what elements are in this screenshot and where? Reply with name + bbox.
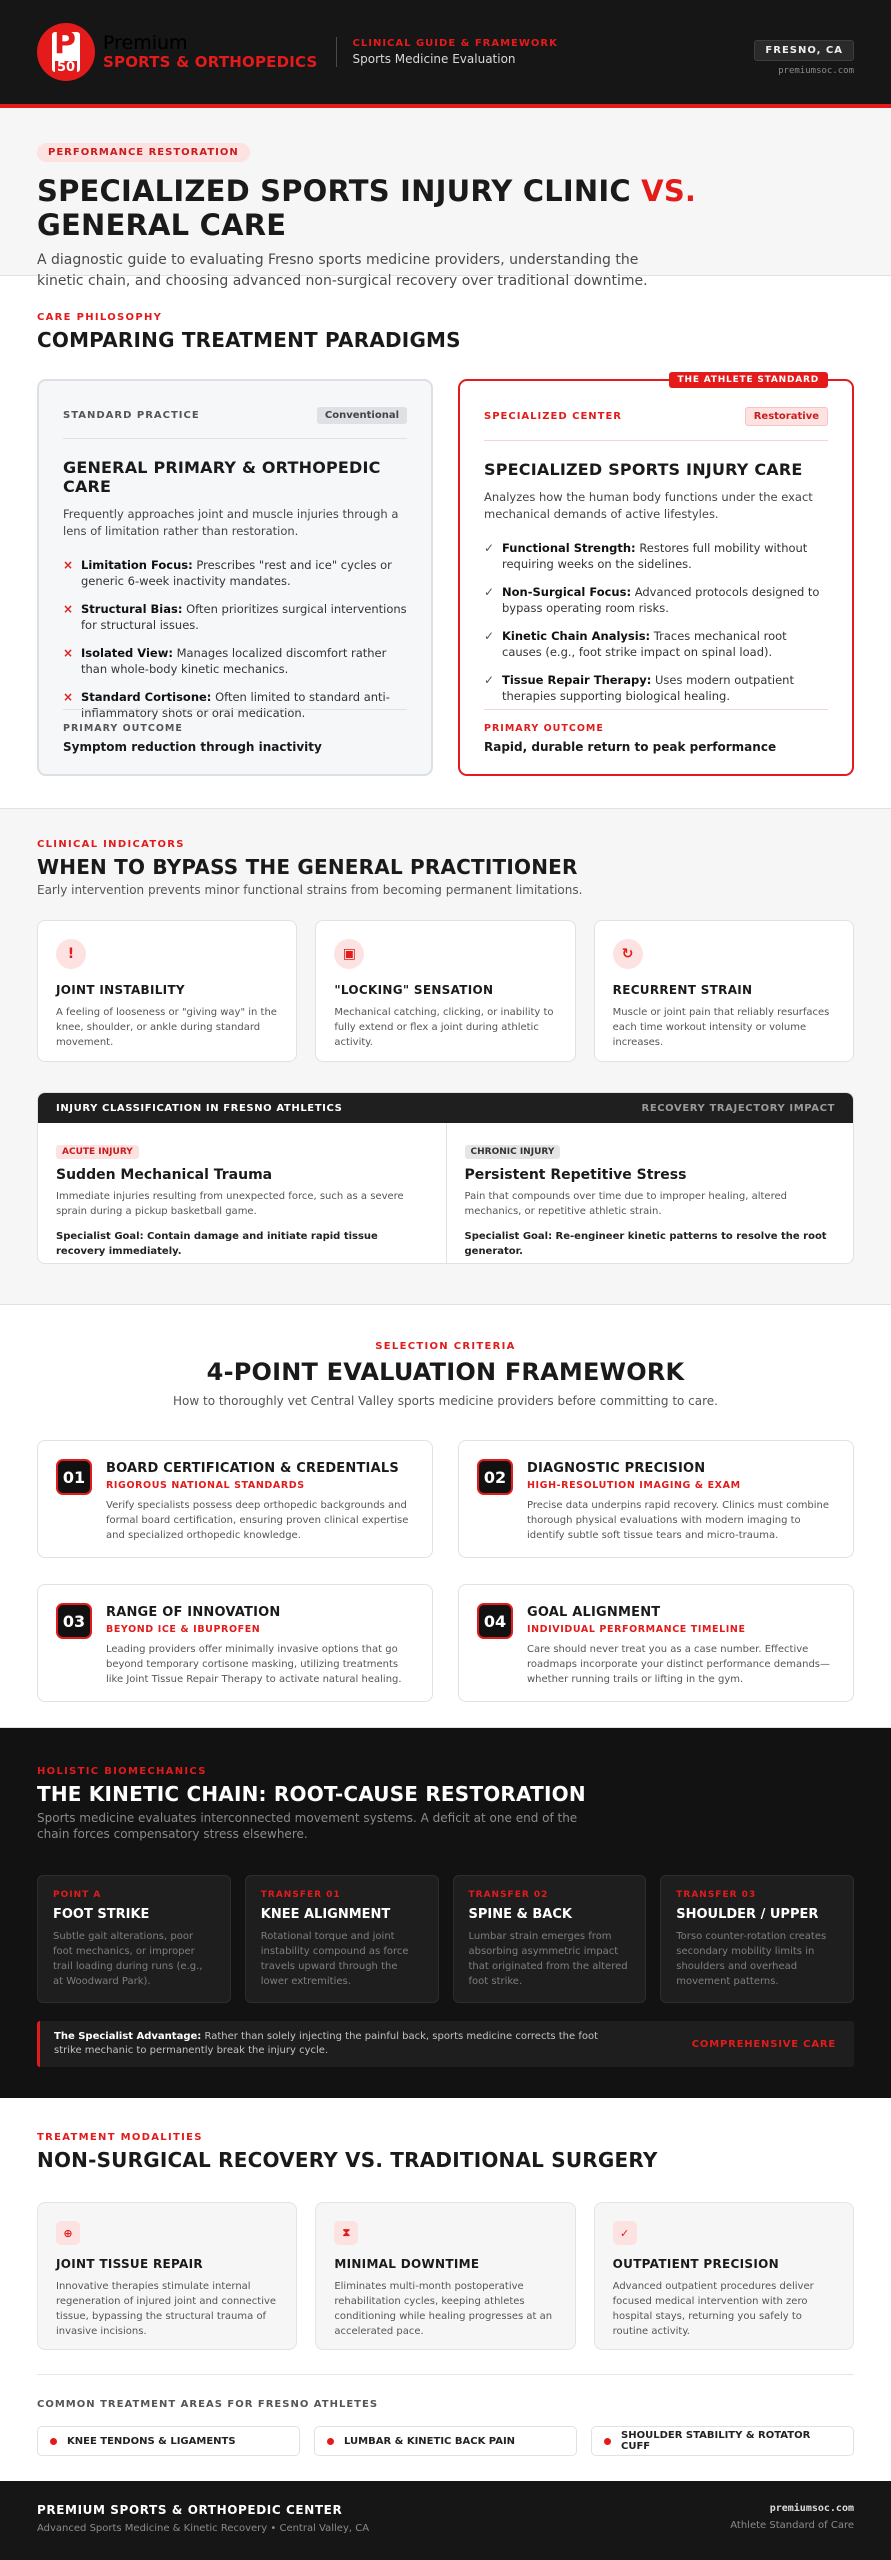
x-icon: × — [63, 690, 74, 704]
primary-outcome: PRIMARY OUTCOME Rapid, durable return to peak performance — [484, 709, 828, 754]
comparison-cards — [37, 375, 854, 776]
list-item: ✓ Non-Surgical Focus: Advanced protocols designed to bypass operating room risks. — [484, 585, 820, 615]
treatment-area-item[interactable]: SHOULDER STABILITY & ROTATOR CUFF — [591, 2426, 854, 2456]
logo-letter: P — [54, 26, 76, 61]
criterion-number: 03 — [56, 1603, 92, 1639]
criterion-number: 02 — [477, 1459, 513, 1495]
location-badge: FRESNO, CA — [754, 40, 854, 61]
header-subtitle: Sports Medicine Evaluation — [352, 52, 516, 66]
indicator-card: ↻ RECURRENT STRAIN Muscle or joint pain that reliably resurfaces each time workout intensity or volume increases. — [594, 920, 854, 1062]
hero-title-vs: VS. — [641, 174, 697, 208]
chain-step: POINT A FOOT STRIKE Subtle gait alterations, poor foot mechanics, or improper trail loading during runs (e.g., at Woodward Park). — [37, 1875, 231, 2003]
kinetic-chain-section — [0, 1728, 891, 2098]
card-divider — [63, 438, 407, 439]
indicator-card: ! JOINT INSTABILITY A feeling of looseness or "giving way" in the knee, shoulder, or ankle during standard movement. — [37, 920, 297, 1062]
card-title: GENERAL PRIMARY & ORTHOPEDIC CARE — [63, 458, 381, 496]
list-item: ✓ Kinetic Chain Analysis: Traces mechanical root causes (e.g., foot strike impact on spinal load). — [484, 629, 787, 659]
hourglass-icon: ⧗ — [334, 2221, 358, 2245]
chronic-injury-column: CHRONIC INJURY Persistent Repetitive Stress Pain that compounds over time due to improper healing, altered mechanics, or repetitive athletic strain. Specialist Goal: Re-engineer kinetic patterns to resolve the root generator. — [446, 1123, 854, 1263]
check-icon: ✓ — [484, 585, 495, 599]
footer-site-link[interactable]: premiumsoc.com — [769, 2503, 854, 2514]
section-kicker: CLINICAL INDICATORS — [37, 839, 185, 850]
specialist-advantage-callout: The Specialist Advantage: Rather than solely injecting the painful back, sports medicine corrects the foot strike mechanic to permanently break the injury cycle. COMPREHENSIVE CARE — [37, 2021, 854, 2067]
section-title: NON-SURGICAL RECOVERY VS. TRADITIONAL SURGERY — [37, 2148, 658, 2172]
modality-card: ⧗ MINIMAL DOWNTIME Eliminates multi-month postoperative rehabilitation cycles, keeping athletes conditioning while healing progresses at an accelerated pace. — [315, 2202, 575, 2350]
bullet-dot-icon — [604, 2438, 611, 2445]
modality-cards — [37, 2202, 854, 2350]
section-subtitle: Early intervention prevents minor functional strains from becoming permanent limitations. — [37, 883, 583, 897]
treatment-areas-label: COMMON TREATMENT AREAS FOR FRESNO ATHLETES — [37, 2399, 379, 2410]
card-divider — [484, 440, 828, 441]
x-icon: × — [63, 602, 74, 616]
treatment-modalities-section — [0, 2098, 891, 2484]
footer-tag: Athlete Standard of Care — [730, 2520, 854, 2531]
standard-practice-card — [37, 379, 433, 776]
criterion-card: 02 DIAGNOSTIC PRECISION HIGH-RESOLUTION IMAGING & EXAM Precise data underpins rapid recovery. Clinics must combine thorough physical evaluations with modern imaging to identify subtle soft tissue tears and micro-trauma. — [458, 1440, 854, 1558]
check-icon: ✓ — [613, 2221, 637, 2245]
acute-injury-column: ACUTE INJURY Sudden Mechanical Trauma Immediate injuries resulting from unexpected force, such as a severe sprain during a pickup basketball game. Specialist Goal: Contain damage and initiate rapid tissue recovery immediately. — [56, 1147, 404, 1257]
section-subtitle: How to thoroughly vet Central Valley sports medicine providers before committing to care. — [173, 1394, 718, 1408]
primary-outcome: PRIMARY OUTCOME Symptom reduction through inactivity — [63, 709, 407, 754]
treatment-area-item[interactable]: KNEE TENDONS & LIGAMENTS — [37, 2426, 300, 2456]
modality-card: ✓ OUTPATIENT PRECISION Advanced outpatient procedures deliver focused medical intervention with zero hospital stays, returning you safely to routine activity. — [594, 2202, 854, 2350]
check-icon: ✓ — [484, 629, 495, 643]
hero-title-b: GENERAL CARE — [37, 208, 287, 242]
header-tag: CLINICAL GUIDE & FRAMEWORK — [352, 38, 558, 49]
care-philosophy-section — [0, 276, 891, 809]
site-header — [0, 0, 891, 108]
logo-badge: 50 — [57, 60, 76, 75]
criterion-number: 04 — [477, 1603, 513, 1639]
brand-logo[interactable] — [37, 23, 95, 81]
brand-line-1: Premium — [103, 31, 188, 54]
repeat-icon: ↻ — [613, 939, 643, 969]
header-tagline — [353, 38, 558, 66]
hero-title — [37, 174, 854, 242]
target-icon: ⊕ — [56, 2221, 80, 2245]
indicator-cards — [37, 920, 854, 1062]
clinical-indicators-section — [0, 809, 891, 1305]
list-item: × Standard Cortisone: Often limited to standard anti-inflammatory shots or oral medication. — [63, 690, 390, 720]
classification-header: INJURY CLASSIFICATION IN FRESNO ATHLETICS RECOVERY TRAJECTORY IMPACT — [38, 1093, 853, 1123]
hero-title-a: SPECIALIZED SPORTS INJURY CLINIC — [37, 174, 642, 208]
criterion-card: 03 RANGE OF INNOVATION BEYOND ICE & IBUPROFEN Leading providers offer minimally invasive options that go beyond temporary cortisone masking, utilizing treatments like Joint Tissue Repair Therapy to activate natural healing. — [37, 1584, 433, 1702]
check-icon: ✓ — [484, 673, 495, 687]
bullet-dot-icon — [327, 2438, 334, 2445]
list-item: ✓ Tissue Repair Therapy: Uses modern outpatient therapies supporting biological healing. — [484, 673, 794, 703]
card-description: Analyzes how the human body functions under the exact mechanical demands of active lifestyles. — [484, 490, 813, 521]
modality-card: ⊕ JOINT TISSUE REPAIR Innovative therapies stimulate internal regeneration of injured joint and connective tissue, bypassing the structural trauma of invasive incisions. — [37, 2202, 297, 2350]
hero-pill: PERFORMANCE RESTORATION — [37, 143, 250, 162]
criterion-number: 01 — [56, 1459, 92, 1495]
bullet-dot-icon — [50, 2438, 57, 2445]
section-kicker: HOLISTIC BIOMECHANICS — [37, 1766, 207, 1777]
injury-classification-panel — [37, 1092, 854, 1264]
check-icon: ✓ — [484, 541, 495, 555]
section-kicker: CARE PHILOSOPHY — [37, 312, 163, 323]
footer-title: PREMIUM SPORTS & ORTHOPEDIC CENTER — [37, 2503, 343, 2517]
card-title: SPECIALIZED SPORTS INJURY CARE — [484, 460, 803, 479]
brand-name — [103, 33, 318, 72]
header-site-link[interactable]: premiumsoc.com — [778, 66, 854, 76]
criteria-grid — [37, 1440, 854, 1702]
chronic-tag: CHRONIC INJURY — [465, 1145, 561, 1159]
x-icon: × — [63, 558, 74, 572]
criterion-card: 01 BOARD CERTIFICATION & CREDENTIALS RIGOROUS NATIONAL STANDARDS Verify specialists possess deep orthopedic backgrounds and formal board certification, ensuring proven clinical expertise and specialized orthopedic knowledge. — [37, 1440, 433, 1558]
indicator-card: ▣ "LOCKING" SENSATION Mechanical catching, clicking, or inability to fully extend or flex a joint during athletic activity. — [315, 920, 575, 1062]
alert-icon: ! — [56, 939, 86, 969]
card-label: STANDARD PRACTICE — [63, 410, 200, 421]
section-title: WHEN TO BYPASS THE GENERAL PRACTITIONER — [37, 855, 578, 879]
hero-section — [0, 108, 891, 289]
section-subtitle: Sports medicine evaluates interconnected movement systems. A deficit at one end of the chain forces compensatory stress elsewhere. — [37, 1811, 578, 1841]
chain-step: TRANSFER 02 SPINE & BACK Lumbar strain emerges from absorbing asymmetric impact that originated from the altered foot strike. — [453, 1875, 647, 2003]
evaluation-framework-section — [0, 1305, 891, 1728]
card-label: SPECIALIZED CENTER — [484, 411, 623, 422]
site-footer — [0, 2481, 891, 2560]
treatment-area-item[interactable]: LUMBAR & KINETIC BACK PAIN — [314, 2426, 577, 2456]
kinetic-chain-steps — [37, 1875, 854, 2003]
footer-subtitle: Advanced Sports Medicine & Kinetic Recovery • Central Valley, CA — [37, 2523, 370, 2534]
list-item: × Isolated View: Manages localized discomfort rather than whole-body kinetic mechanics. — [63, 646, 387, 676]
acute-tag: ACUTE INJURY — [56, 1145, 139, 1159]
restoration-list — [484, 540, 828, 704]
criterion-card: 04 GOAL ALIGNMENT INDIVIDUAL PERFORMANCE TIMELINE Care should never treat you as a case number. Effective roadmaps incorporate your distinct performance demands—whether running trails or lifting in the gym. — [458, 1584, 854, 1702]
lock-square-icon: ▣ — [334, 939, 364, 969]
chain-step: TRANSFER 01 KNEE ALIGNMENT Rotational torque and joint instability compound as force travels upward through the lower extremities. — [245, 1875, 439, 2003]
conventional-badge: Conventional — [317, 407, 407, 424]
header-right — [754, 38, 854, 76]
section-kicker: SELECTION CRITERIA — [375, 1341, 516, 1352]
section-kicker: TREATMENT MODALITIES — [37, 2132, 203, 2143]
section-divider — [37, 2374, 854, 2375]
brand-line-2: SPORTS & ORTHOPEDICS — [103, 53, 318, 72]
x-icon: × — [63, 646, 74, 660]
header-divider — [336, 37, 337, 67]
hero-description: A diagnostic guide to evaluating Fresno sports medicine providers, understanding the kinetic chain, and choosing advanced non-surgical recovery over traditional downtime. — [37, 252, 648, 289]
section-title: THE KINETIC CHAIN: ROOT-CAUSE RESTORATION — [37, 1782, 586, 1806]
section-title: COMPARING TREATMENT PARADIGMS — [37, 328, 461, 352]
treatment-areas — [37, 2426, 854, 2456]
list-item: ✓ Functional Strength: Restores full mobility without requiring weeks on the sidelines. — [484, 541, 808, 571]
chain-step: TRANSFER 03 SHOULDER / UPPER Torso counter-rotation creates secondary mobility limits in shoulders and overhead movement patterns. — [660, 1875, 854, 2003]
section-title: 4-POINT EVALUATION FRAMEWORK — [206, 1358, 685, 1386]
comprehensive-care-label: COMPREHENSIVE CARE — [691, 2038, 836, 2050]
specialized-center-card — [458, 375, 854, 776]
card-description: Frequently approaches joint and muscle injuries through a lens of limitation rather than restoration. — [63, 507, 399, 538]
limitation-list — [63, 557, 407, 721]
restorative-badge: Restorative — [745, 407, 828, 426]
athlete-standard-flag: THE ATHLETE STANDARD — [669, 372, 828, 388]
list-item: × Structural Bias: Often prioritizes surgical interventions for structural issues. — [63, 602, 407, 632]
list-item: × Limitation Focus: Prescribes "rest and ice" cycles or generic 6-week inactivity mandates. — [63, 558, 392, 588]
